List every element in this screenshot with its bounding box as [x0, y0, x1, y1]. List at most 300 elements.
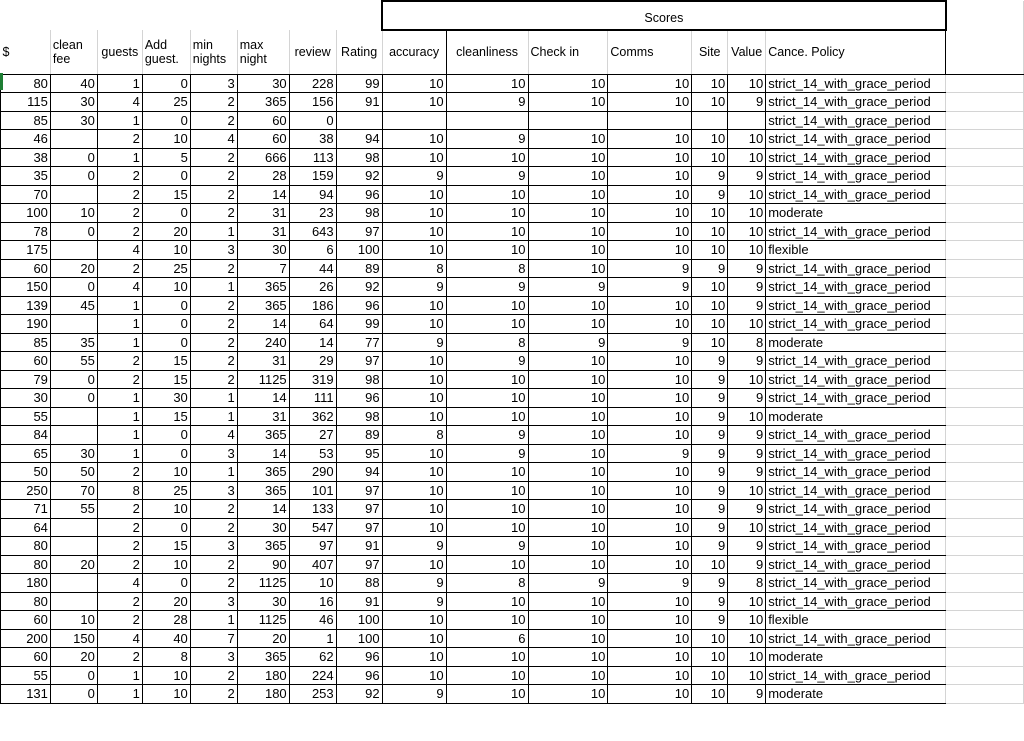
cell[interactable]: 20	[50, 259, 97, 278]
cell[interactable]: 365	[237, 648, 289, 667]
cell[interactable]: 10	[382, 130, 446, 149]
cell[interactable]: 10	[728, 407, 766, 426]
header-value[interactable]: Value	[728, 30, 766, 74]
cell[interactable]: 290	[289, 463, 336, 482]
cell[interactable]	[50, 185, 97, 204]
cell[interactable]: 9	[608, 574, 692, 593]
cell[interactable]: 60	[1, 648, 51, 667]
empty-cell[interactable]	[946, 352, 1024, 371]
cell[interactable]: 9	[728, 93, 766, 112]
cell[interactable]: 186	[289, 296, 336, 315]
cell[interactable]: strict_14_with_grace_period	[766, 185, 946, 204]
empty-cell[interactable]	[946, 666, 1024, 685]
cell[interactable]: 10	[608, 222, 692, 241]
cell[interactable]: 319	[289, 370, 336, 389]
cell[interactable]: strict_14_with_grace_period	[766, 500, 946, 519]
cell[interactable]: 64	[1, 518, 51, 537]
cell[interactable]	[50, 315, 97, 334]
cell[interactable]: 9	[692, 574, 728, 593]
cell[interactable]: 10	[50, 204, 97, 223]
header-price[interactable]: $	[1, 30, 51, 74]
cell[interactable]	[50, 592, 97, 611]
cell[interactable]: 60	[237, 130, 289, 149]
cell[interactable]: 10	[608, 241, 692, 260]
cell[interactable]: 44	[289, 259, 336, 278]
cell[interactable]: 25	[142, 481, 190, 500]
cell[interactable]: 10	[142, 666, 190, 685]
cell[interactable]: 9	[728, 352, 766, 371]
cell[interactable]: 10	[528, 185, 608, 204]
cell[interactable]: 9	[608, 259, 692, 278]
cell[interactable]: 10	[528, 130, 608, 149]
cell[interactable]: strict_14_with_grace_period	[766, 352, 946, 371]
cell[interactable]: 10	[728, 629, 766, 648]
cell[interactable]: 1	[97, 296, 142, 315]
cell[interactable]: 10	[692, 241, 728, 260]
cell[interactable]: 31	[237, 407, 289, 426]
cell[interactable]: 97	[336, 352, 382, 371]
cell[interactable]: 180	[237, 666, 289, 685]
cell[interactable]: 150	[50, 629, 97, 648]
header-max-night[interactable]: max night	[237, 30, 289, 74]
cell[interactable]: strict_14_with_grace_period	[766, 555, 946, 574]
cell[interactable]: 98	[336, 204, 382, 223]
cell[interactable]	[336, 111, 382, 130]
cell[interactable]: 9	[446, 278, 528, 297]
cell[interactable]: 10	[608, 315, 692, 334]
cell[interactable]: 139	[1, 296, 51, 315]
cell[interactable]: 9	[382, 574, 446, 593]
cell[interactable]: 10	[608, 537, 692, 556]
cell[interactable]	[728, 111, 766, 130]
cell[interactable]: 9	[528, 278, 608, 297]
cell[interactable]: 8	[382, 426, 446, 445]
cell[interactable]: 2	[97, 463, 142, 482]
cell[interactable]: 97	[336, 481, 382, 500]
cell[interactable]: 10	[728, 611, 766, 630]
cell[interactable]	[382, 111, 446, 130]
cell[interactable]: 3	[190, 74, 237, 93]
cell[interactable]: 159	[289, 167, 336, 186]
cell[interactable]: 2	[190, 148, 237, 167]
cell[interactable]: 10	[608, 204, 692, 223]
cell[interactable]: strict_14_with_grace_period	[766, 389, 946, 408]
cell[interactable]: 9	[692, 167, 728, 186]
cell[interactable]: 53	[289, 444, 336, 463]
cell[interactable]: 10	[446, 592, 528, 611]
cell[interactable]: 10	[608, 518, 692, 537]
header-site[interactable]: Site	[692, 30, 728, 74]
cell[interactable]: 156	[289, 93, 336, 112]
cell[interactable]: 10	[382, 93, 446, 112]
cell[interactable]: 10	[728, 518, 766, 537]
cell[interactable]: 80	[1, 592, 51, 611]
cell[interactable]: 46	[289, 611, 336, 630]
cell[interactable]: 97	[336, 500, 382, 519]
cell[interactable]: 15	[142, 407, 190, 426]
cell[interactable]: 10	[528, 518, 608, 537]
cell[interactable]: strict_14_with_grace_period	[766, 518, 946, 537]
cell[interactable]: 133	[289, 500, 336, 519]
cell[interactable]: 71	[1, 500, 51, 519]
cell[interactable]	[528, 111, 608, 130]
cell[interactable]: 547	[289, 518, 336, 537]
cell[interactable]: 35	[50, 333, 97, 352]
cell[interactable]: 28	[237, 167, 289, 186]
cell[interactable]: 643	[289, 222, 336, 241]
cell[interactable]: 10	[382, 500, 446, 519]
cell[interactable]: 6	[289, 241, 336, 260]
cell[interactable]: 10	[382, 463, 446, 482]
cell[interactable]: 0	[142, 333, 190, 352]
cell[interactable]: 30	[237, 74, 289, 93]
cell[interactable]: 10	[528, 74, 608, 93]
cell[interactable]: 9	[382, 278, 446, 297]
cell[interactable]: 2	[190, 352, 237, 371]
cell[interactable]: 100	[336, 611, 382, 630]
cell[interactable]: 666	[237, 148, 289, 167]
cell[interactable]: 26	[289, 278, 336, 297]
cell[interactable]: 9	[728, 278, 766, 297]
cell[interactable]: 10	[728, 666, 766, 685]
cell[interactable]	[50, 241, 97, 260]
cell[interactable]: 0	[142, 74, 190, 93]
cell[interactable]: 10	[692, 333, 728, 352]
cell[interactable]: 98	[336, 148, 382, 167]
empty-cell[interactable]	[946, 592, 1024, 611]
cell[interactable]: 1	[190, 222, 237, 241]
empty-cell[interactable]	[946, 130, 1024, 149]
cell[interactable]: 10	[692, 204, 728, 223]
cell[interactable]: 91	[336, 93, 382, 112]
empty-cell[interactable]	[946, 333, 1024, 352]
cell[interactable]: 10	[446, 148, 528, 167]
cell[interactable]: 14	[237, 444, 289, 463]
cell[interactable]: 2	[97, 130, 142, 149]
header-comms[interactable]: Comms	[608, 30, 692, 74]
cell[interactable]: 365	[237, 426, 289, 445]
cell[interactable]: 40	[142, 629, 190, 648]
empty-cell[interactable]	[946, 222, 1024, 241]
cell[interactable]: strict_14_with_grace_period	[766, 167, 946, 186]
cell[interactable]: 10	[608, 389, 692, 408]
cell[interactable]	[446, 111, 528, 130]
cell[interactable]: 70	[1, 185, 51, 204]
cell[interactable]: 96	[336, 185, 382, 204]
cell[interactable]: 10	[142, 241, 190, 260]
cell[interactable]: 2	[97, 537, 142, 556]
cell[interactable]: 9	[446, 537, 528, 556]
cell[interactable]: 9	[728, 685, 766, 704]
cell[interactable]: 80	[1, 74, 51, 93]
cell[interactable]: 9	[528, 333, 608, 352]
cell[interactable]: 80	[1, 537, 51, 556]
cell[interactable]: 0	[142, 296, 190, 315]
cell[interactable]: 2	[190, 666, 237, 685]
cell[interactable]: 1	[97, 666, 142, 685]
cell[interactable]: 9	[692, 500, 728, 519]
cell[interactable]: 10	[692, 666, 728, 685]
cell[interactable]	[50, 574, 97, 593]
cell[interactable]: 20	[50, 555, 97, 574]
cell[interactable]: 8	[446, 259, 528, 278]
cell[interactable]: 1	[97, 333, 142, 352]
cell[interactable]: 96	[336, 389, 382, 408]
cell[interactable]: 10	[528, 629, 608, 648]
cell[interactable]: 10	[528, 167, 608, 186]
cell[interactable]: 55	[1, 407, 51, 426]
cell[interactable]: 10	[608, 666, 692, 685]
cell[interactable]: 14	[237, 389, 289, 408]
cell[interactable]: 9	[692, 592, 728, 611]
cell[interactable]: 10	[142, 685, 190, 704]
cell[interactable]: 10	[692, 315, 728, 334]
cell[interactable]: moderate	[766, 204, 946, 223]
cell[interactable]: 92	[336, 167, 382, 186]
empty-cell[interactable]	[946, 518, 1024, 537]
header-guests[interactable]: guests	[97, 30, 142, 74]
cell[interactable]: 10	[528, 481, 608, 500]
cell[interactable]: 25	[142, 259, 190, 278]
cell[interactable]	[50, 130, 97, 149]
cell[interactable]: 60	[1, 611, 51, 630]
cell[interactable]: 9	[528, 574, 608, 593]
cell[interactable]: 10	[382, 481, 446, 500]
empty-cell[interactable]	[946, 315, 1024, 334]
cell[interactable]: 20	[50, 648, 97, 667]
cell[interactable]: 10	[608, 426, 692, 445]
cell[interactable]: 77	[336, 333, 382, 352]
header-clean-fee[interactable]: clean fee	[50, 30, 97, 74]
cell[interactable]: 10	[446, 74, 528, 93]
cell[interactable]: 97	[336, 555, 382, 574]
cell[interactable]: 94	[336, 130, 382, 149]
cell[interactable]: 150	[1, 278, 51, 297]
cell[interactable]: strict_14_with_grace_period	[766, 148, 946, 167]
cell[interactable]: 38	[1, 148, 51, 167]
cell[interactable]: 365	[237, 278, 289, 297]
cell[interactable]: 3	[190, 241, 237, 260]
empty-cell[interactable]	[946, 241, 1024, 260]
cell[interactable]: 10	[728, 185, 766, 204]
cell[interactable]: 97	[336, 518, 382, 537]
cell[interactable]: 60	[1, 259, 51, 278]
cell[interactable]: 3	[190, 648, 237, 667]
cell[interactable]: 10	[692, 629, 728, 648]
cell[interactable]: 10	[692, 74, 728, 93]
cell[interactable]: 31	[237, 352, 289, 371]
cell[interactable]: 10	[528, 592, 608, 611]
cell[interactable]: 10	[382, 241, 446, 260]
cell[interactable]: 10	[608, 296, 692, 315]
cell[interactable]: strict_14_with_grace_period	[766, 574, 946, 593]
cell[interactable]: 9	[692, 444, 728, 463]
cell[interactable]: 2	[190, 685, 237, 704]
cell[interactable]: 10	[446, 389, 528, 408]
cell[interactable]: 10	[446, 315, 528, 334]
cell[interactable]: 10	[382, 222, 446, 241]
cell[interactable]: 10	[528, 463, 608, 482]
empty-cell[interactable]	[946, 444, 1024, 463]
cell[interactable]: 10	[528, 500, 608, 519]
cell[interactable]: 2	[97, 500, 142, 519]
cell[interactable]: 1	[97, 111, 142, 130]
cell[interactable]: 2	[190, 315, 237, 334]
cell[interactable]: 9	[382, 333, 446, 352]
cell[interactable]: 9	[692, 518, 728, 537]
cell[interactable]: 0	[289, 111, 336, 130]
cell[interactable]: 365	[237, 481, 289, 500]
cell[interactable]: 98	[336, 407, 382, 426]
header-min-nights[interactable]: min nights	[190, 30, 237, 74]
cell[interactable]: 10	[142, 555, 190, 574]
cell[interactable]: moderate	[766, 685, 946, 704]
cell[interactable]: 1	[97, 315, 142, 334]
cell[interactable]: 10	[50, 611, 97, 630]
cell[interactable]: 9	[692, 185, 728, 204]
cell[interactable]: 10	[382, 407, 446, 426]
cell[interactable]: 80	[1, 555, 51, 574]
cell[interactable]: strict_14_with_grace_period	[766, 481, 946, 500]
cell[interactable]: 31	[237, 204, 289, 223]
cell[interactable]: 10	[446, 407, 528, 426]
cell[interactable]: 365	[237, 463, 289, 482]
cell[interactable]: 9	[728, 537, 766, 556]
cell[interactable]: 10	[382, 611, 446, 630]
cell[interactable]: 14	[237, 185, 289, 204]
cell[interactable]: 10	[692, 296, 728, 315]
cell[interactable]: 10	[528, 444, 608, 463]
cell[interactable]: 1	[97, 148, 142, 167]
cell[interactable]: 92	[336, 278, 382, 297]
cell[interactable]: 10	[528, 296, 608, 315]
cell[interactable]: 10	[528, 648, 608, 667]
cell[interactable]: 79	[1, 370, 51, 389]
cell[interactable]: 46	[1, 130, 51, 149]
cell[interactable]: 10	[446, 241, 528, 260]
cell[interactable]: 9	[692, 407, 728, 426]
empty-cell[interactable]	[946, 481, 1024, 500]
cell[interactable]: 10	[608, 629, 692, 648]
empty-cell[interactable]	[946, 93, 1024, 112]
cell[interactable]: 9	[728, 389, 766, 408]
empty-cell[interactable]	[946, 685, 1024, 704]
cell[interactable]: 30	[50, 93, 97, 112]
cell[interactable]: 10	[446, 611, 528, 630]
cell[interactable]	[692, 111, 728, 130]
cell[interactable]: 180	[1, 574, 51, 593]
cell[interactable]: 8	[728, 574, 766, 593]
cell[interactable]: 0	[142, 111, 190, 130]
cell[interactable]: 10	[728, 222, 766, 241]
cell[interactable]: 100	[336, 241, 382, 260]
cell[interactable]: 30	[237, 592, 289, 611]
cell[interactable]: 4	[190, 426, 237, 445]
cell[interactable]: 0	[50, 167, 97, 186]
empty-cell[interactable]	[946, 148, 1024, 167]
cell[interactable]: 10	[446, 185, 528, 204]
cell[interactable]: 10	[382, 204, 446, 223]
cell[interactable]: 0	[50, 685, 97, 704]
cell[interactable]: 10	[446, 555, 528, 574]
cell[interactable]: 10	[528, 148, 608, 167]
cell[interactable]: 9	[692, 352, 728, 371]
cell[interactable]: 97	[289, 537, 336, 556]
empty-cell[interactable]	[946, 185, 1024, 204]
cell[interactable]: 89	[336, 426, 382, 445]
cell[interactable]: 91	[336, 537, 382, 556]
cell[interactable]: 92	[336, 685, 382, 704]
cell[interactable]: 9	[728, 555, 766, 574]
cell[interactable]: 64	[289, 315, 336, 334]
cell[interactable]: 9	[446, 167, 528, 186]
cell[interactable]: 0	[142, 167, 190, 186]
cell[interactable]: 10	[528, 426, 608, 445]
cell[interactable]: 20	[142, 592, 190, 611]
cell[interactable]: 1	[97, 407, 142, 426]
header-cleanliness[interactable]: cleanliness	[446, 30, 528, 74]
cell[interactable]: 10	[528, 241, 608, 260]
cell[interactable]: 4	[97, 278, 142, 297]
cell[interactable]: 10	[528, 407, 608, 426]
cell[interactable]: 190	[1, 315, 51, 334]
cell[interactable]: 9	[608, 333, 692, 352]
cell[interactable]: 115	[1, 93, 51, 112]
empty-cell[interactable]	[946, 370, 1024, 389]
cell[interactable]: 40	[50, 74, 97, 93]
empty-cell[interactable]	[946, 296, 1024, 315]
cell[interactable]: 84	[1, 426, 51, 445]
cell[interactable]: flexible	[766, 241, 946, 260]
header-spacer[interactable]	[1, 1, 383, 30]
cell[interactable]: 15	[142, 185, 190, 204]
cell[interactable]: 27	[289, 426, 336, 445]
cell[interactable]: 9	[608, 278, 692, 297]
cell[interactable]: 2	[190, 555, 237, 574]
cell[interactable]: 0	[142, 426, 190, 445]
header-rating[interactable]: Rating	[336, 30, 382, 74]
cell[interactable]: 99	[336, 315, 382, 334]
cell[interactable]: strict_14_with_grace_period	[766, 426, 946, 445]
cell[interactable]: 10	[728, 481, 766, 500]
cell[interactable]: 78	[1, 222, 51, 241]
cell[interactable]: 10	[728, 648, 766, 667]
cell[interactable]: 98	[336, 370, 382, 389]
cell[interactable]: 2	[190, 500, 237, 519]
cell[interactable]: strict_14_with_grace_period	[766, 537, 946, 556]
cell[interactable]: 30	[50, 444, 97, 463]
cell[interactable]: 10	[608, 500, 692, 519]
cell[interactable]: 10	[728, 315, 766, 334]
cell[interactable]: 10	[608, 148, 692, 167]
cell[interactable]: 55	[50, 352, 97, 371]
cell[interactable]: 10	[608, 481, 692, 500]
cell[interactable]: 55	[50, 500, 97, 519]
cell[interactable]: 70	[50, 481, 97, 500]
cell[interactable]: 10	[728, 592, 766, 611]
empty-cell[interactable]	[946, 537, 1024, 556]
empty-cell[interactable]	[946, 259, 1024, 278]
cell[interactable]: 10	[446, 481, 528, 500]
cell[interactable]: 10	[382, 629, 446, 648]
cell[interactable]: 8	[728, 333, 766, 352]
cell[interactable]: 95	[336, 444, 382, 463]
cell[interactable]: 89	[336, 259, 382, 278]
cell[interactable]: 9	[692, 611, 728, 630]
cell[interactable]: 10	[692, 648, 728, 667]
cell[interactable]: 9	[728, 296, 766, 315]
cell[interactable]: 10	[528, 315, 608, 334]
